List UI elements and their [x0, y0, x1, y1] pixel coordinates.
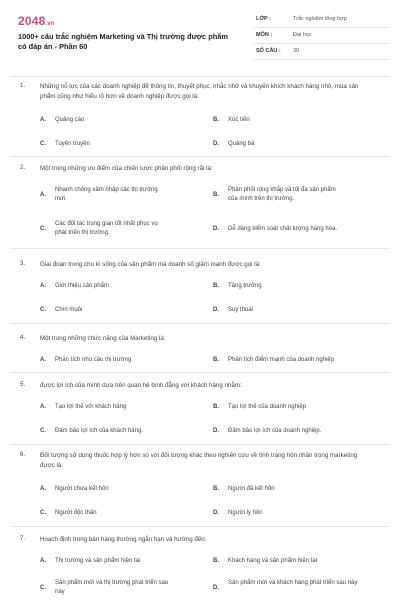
- option-text: Tạo lợi thế với khách hàng: [55, 404, 127, 410]
- question-number: 7.: [20, 535, 26, 542]
- option-text: Phân tích nhu cầu thị trường: [55, 357, 132, 363]
- option-letter: B.: [213, 192, 219, 198]
- question-text: được lợi ích của mình dựa trên quan hệ bình đẳng với khách hàng nhằm:: [40, 382, 242, 389]
- logo-main: 2048: [18, 14, 46, 28]
- option-letter: D.: [213, 428, 219, 434]
- meta-table: [253, 12, 388, 60]
- question-divider: [10, 248, 390, 249]
- question-divider: [10, 526, 390, 527]
- option-letter: B.: [213, 558, 219, 564]
- option-text: Dễ dàng kiểm soát chất lượng hàng hóa.: [228, 226, 338, 232]
- site-logo[interactable]: [18, 14, 55, 28]
- meta-row-class: [253, 12, 388, 28]
- logo-suffix: .vn: [45, 21, 55, 27]
- question-text: Một trong những ưu điểm của chiến lược phân phối rộng rãi là:: [40, 165, 213, 172]
- document-header: [8, 10, 392, 70]
- document-title: 1000+ câu trắc nghiệm Marketing và Thị trường được phẩm có đáp án - Phần 60: [18, 32, 228, 51]
- option-text: Quảng cáo: [55, 117, 85, 123]
- option-letter: D.: [213, 226, 219, 232]
- meta-row-count: [253, 44, 388, 60]
- question-text: Giai đoạn trong chu kì sống của sản phẩm mà doanh số giảm mạnh được gọi là:: [40, 261, 261, 268]
- option-text: Tăng trưởng: [228, 283, 262, 289]
- meta-label: MÔN :: [256, 32, 273, 38]
- option-letter: C.: [40, 510, 46, 516]
- question-divider: [10, 372, 390, 373]
- option-letter: A.: [40, 283, 46, 289]
- option-text: Người đã kết hôn: [228, 486, 275, 492]
- question-divider: [10, 156, 390, 157]
- option-letter: C.: [40, 428, 46, 434]
- option-letter: A.: [40, 404, 46, 410]
- question-text: Những nỗ lực của các doanh nghiệp để thông tin, thuyết phục, nhắc nhở và khuyến khích khách hàng nhỏ, mua sản phẩm cũng như hiểu rõ hơn về doanh nghiệp được gọi là:: [40, 83, 359, 100]
- option-text: Sản phẩm mới và khách hàng phát triển sau này: [228, 580, 358, 586]
- question-number: 3.: [20, 260, 26, 267]
- option-letter: B.: [213, 357, 219, 363]
- option-letter: B.: [213, 117, 219, 123]
- option-letter: A.: [40, 486, 46, 492]
- meta-label: SỐ CÂU :: [256, 48, 281, 54]
- meta-label: LỚP :: [256, 16, 271, 22]
- option-text: Người độc thân: [55, 510, 97, 516]
- option-text: Sản phẩm mới và thị trường phát triển sau này: [55, 580, 169, 595]
- option-letter: A.: [40, 357, 46, 363]
- option-text: Phân phối rộng khắp và tối đa sản phẩm của mình trên thị trường.: [228, 187, 336, 202]
- option-letter: A.: [40, 558, 46, 564]
- option-letter: D.: [213, 307, 219, 313]
- question-text: Một trong những chức năng của Marketing là:: [40, 335, 166, 342]
- question-number: 6.: [20, 451, 26, 458]
- option-letter: C.: [40, 226, 46, 232]
- question-number: 4.: [20, 334, 26, 341]
- option-letter: A.: [40, 117, 46, 123]
- option-text: Phân tích điểm mạnh của doanh nghiệp: [228, 357, 335, 363]
- option-letter: D.: [213, 585, 219, 591]
- option-letter: B.: [213, 404, 219, 410]
- option-text: Quảng bá: [228, 141, 255, 147]
- option-letter: C.: [40, 307, 46, 313]
- option-text: Đảm bảo lợi ích của doanh nghiệp.: [228, 428, 322, 434]
- question-number: 1.: [20, 82, 26, 89]
- option-text: Thị trường và sản phẩm hiện tại: [55, 558, 141, 564]
- option-text: Tuyên truyền: [55, 141, 90, 147]
- question-divider: [10, 444, 390, 445]
- option-text: Các đối tác trung gian tốt nhất phục vụ phát triển thị trường.: [55, 221, 158, 236]
- question-text: Hoạch định trong bán hàng thường ngắn hạn và hướng đến:: [40, 536, 207, 543]
- option-letter: B.: [213, 486, 219, 492]
- question-divider: [10, 323, 390, 324]
- question-number: 2.: [20, 164, 26, 171]
- option-text: Tạo lợi thế của doanh nghiệp: [228, 404, 306, 410]
- option-text: Xúc tiến: [228, 117, 250, 123]
- question-text: Đối tượng sử dụng thuốc hợp lý hơn so với đối tượng khác theo nghiên cứu về tình trạng hôn nhân trong marketing được là:: [40, 452, 358, 469]
- option-letter: C.: [40, 141, 46, 147]
- option-text: Suy thoái: [228, 307, 254, 313]
- meta-value: 30: [293, 48, 300, 54]
- option-letter: C.: [40, 585, 46, 591]
- option-text: Người chưa kết hôn: [55, 486, 109, 492]
- meta-row-subject: [253, 28, 388, 44]
- option-letter: A.: [40, 192, 46, 198]
- question-number: 5.: [20, 381, 26, 388]
- option-text: Giới thiệu sản phẩm: [55, 283, 109, 289]
- option-text: Người ly hôn: [228, 510, 263, 516]
- option-text: Chín muồi: [55, 307, 83, 313]
- option-letter: D.: [213, 510, 219, 516]
- option-text: Khách hàng và sản phẩm hiện tại: [228, 558, 318, 564]
- meta-value: Đại học: [293, 32, 312, 38]
- meta-value: Trắc nghiệm tổng hợp: [293, 16, 347, 22]
- option-text: Nhanh chóng xâm nhập các thị trường mới.: [55, 187, 158, 202]
- option-text: Đảm bảo lợi ích của khách hàng.: [55, 428, 143, 434]
- header-divider: [10, 76, 390, 77]
- option-letter: D.: [213, 141, 219, 147]
- option-letter: B.: [213, 283, 219, 289]
